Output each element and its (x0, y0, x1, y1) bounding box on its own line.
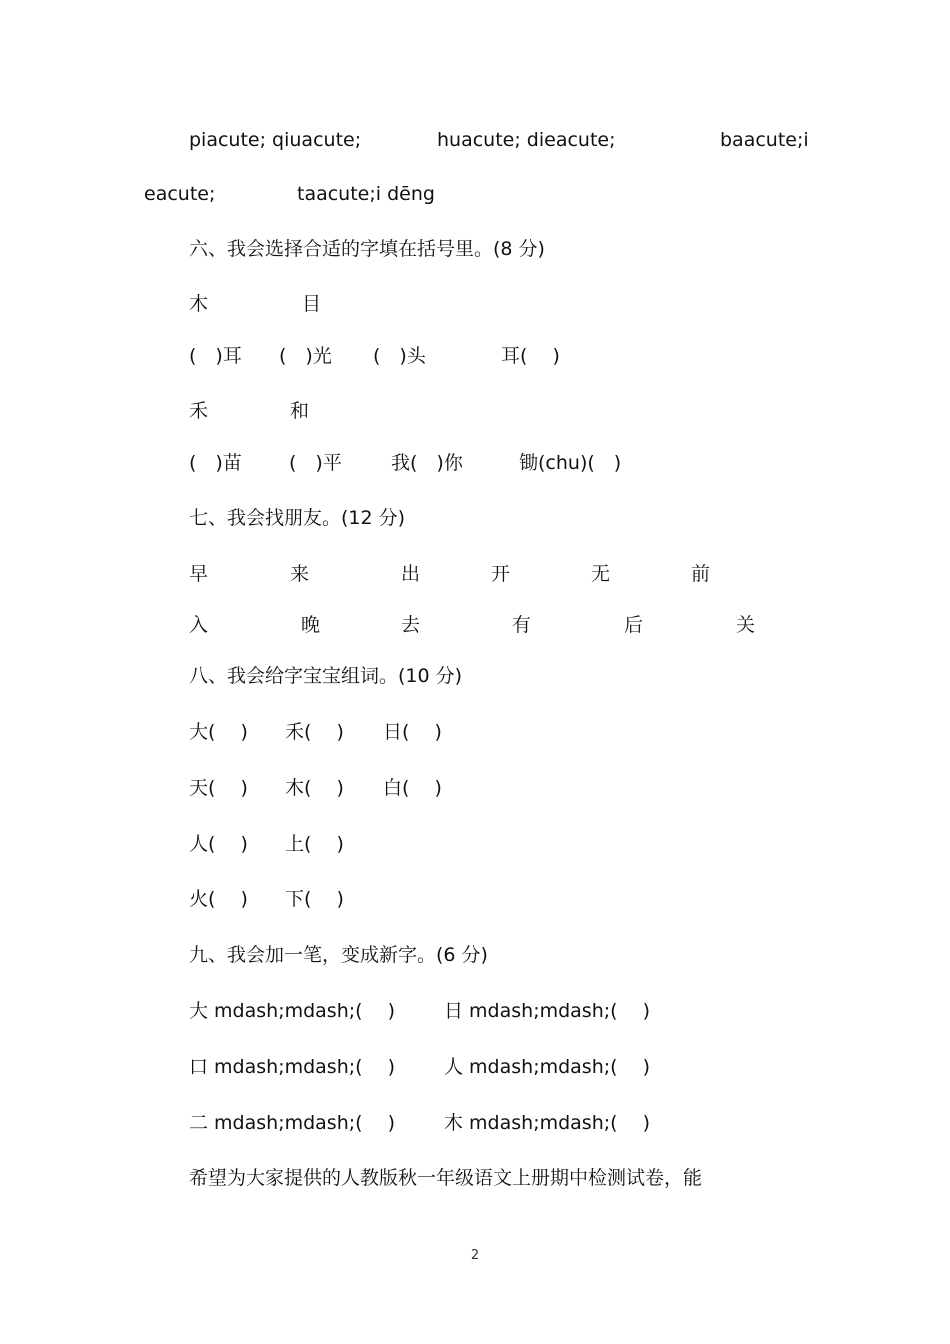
fill-blank-item: ( )苗 (189, 452, 242, 474)
char-option: 和 (290, 400, 310, 422)
match-char: 前 (691, 563, 711, 585)
match-char: 去 (401, 614, 421, 636)
stroke-item: 木 mdash;mdash;( ) (444, 1112, 651, 1134)
fill-blank-item: ( )头 (373, 345, 426, 367)
match-char: 开 (491, 563, 511, 585)
char-option: 禾 (189, 400, 209, 422)
match-char: 入 (189, 614, 209, 636)
stroke-item: 大 mdash;mdash;( ) (189, 1000, 396, 1022)
fill-blank-item: ( )耳 (189, 345, 242, 367)
pinyin-item: eacute; (144, 183, 216, 205)
word-item: 木( ) (285, 777, 344, 799)
match-char: 无 (591, 563, 611, 585)
word-item: 禾( ) (285, 721, 344, 743)
closing-paragraph: 希望为大家提供的人教版秋一年级语文上册期中检测试卷，能 (189, 1167, 703, 1189)
fill-blank-item: ( )平 (289, 452, 342, 474)
char-option: 目 (302, 293, 322, 315)
stroke-item: 口 mdash;mdash;( ) (189, 1056, 396, 1078)
stroke-item: 二 mdash;mdash;( ) (189, 1112, 396, 1134)
char-option: 木 (189, 293, 209, 315)
section-7-title: 七、我会找朋友。(12 分) (189, 507, 406, 529)
match-char: 有 (512, 614, 532, 636)
match-char: 早 (189, 563, 209, 585)
section-9-title: 九、我会加一笔，变成新字。(6 分) (189, 944, 488, 966)
word-item: 上( ) (285, 833, 344, 855)
section-6-title: 六、我会选择合适的字填在括号里。(8 分) (189, 238, 545, 260)
match-char: 来 (290, 563, 310, 585)
word-item: 人( ) (189, 833, 248, 855)
match-char: 晚 (301, 614, 321, 636)
word-item: 下( ) (285, 888, 344, 910)
match-char: 关 (736, 614, 756, 636)
match-char: 出 (401, 563, 421, 585)
word-item: 日( ) (383, 721, 442, 743)
section-8-title: 八、我会给字宝宝组词。(10 分) (189, 665, 463, 687)
fill-blank-item: ( )光 (279, 345, 332, 367)
stroke-item: 日 mdash;mdash;( ) (444, 1000, 651, 1022)
word-item: 大( ) (189, 721, 248, 743)
pinyin-item: piacute; qiuacute; (189, 129, 362, 151)
pinyin-item: huacute; dieacute; (437, 129, 616, 151)
stroke-item: 人 mdash;mdash;( ) (444, 1056, 651, 1078)
pinyin-item: taacute;i dēng (297, 183, 435, 205)
fill-blank-item: 耳( ) (501, 345, 560, 367)
match-char: 后 (624, 614, 644, 636)
fill-blank-item: 锄(chu)( ) (519, 452, 622, 474)
page-number: 2 (470, 1248, 480, 1263)
word-item: 白( ) (383, 777, 442, 799)
word-item: 火( ) (189, 888, 248, 910)
word-item: 天( ) (189, 777, 248, 799)
fill-blank-item: 我( )你 (391, 452, 463, 474)
pinyin-item: baacute;i (720, 129, 809, 151)
